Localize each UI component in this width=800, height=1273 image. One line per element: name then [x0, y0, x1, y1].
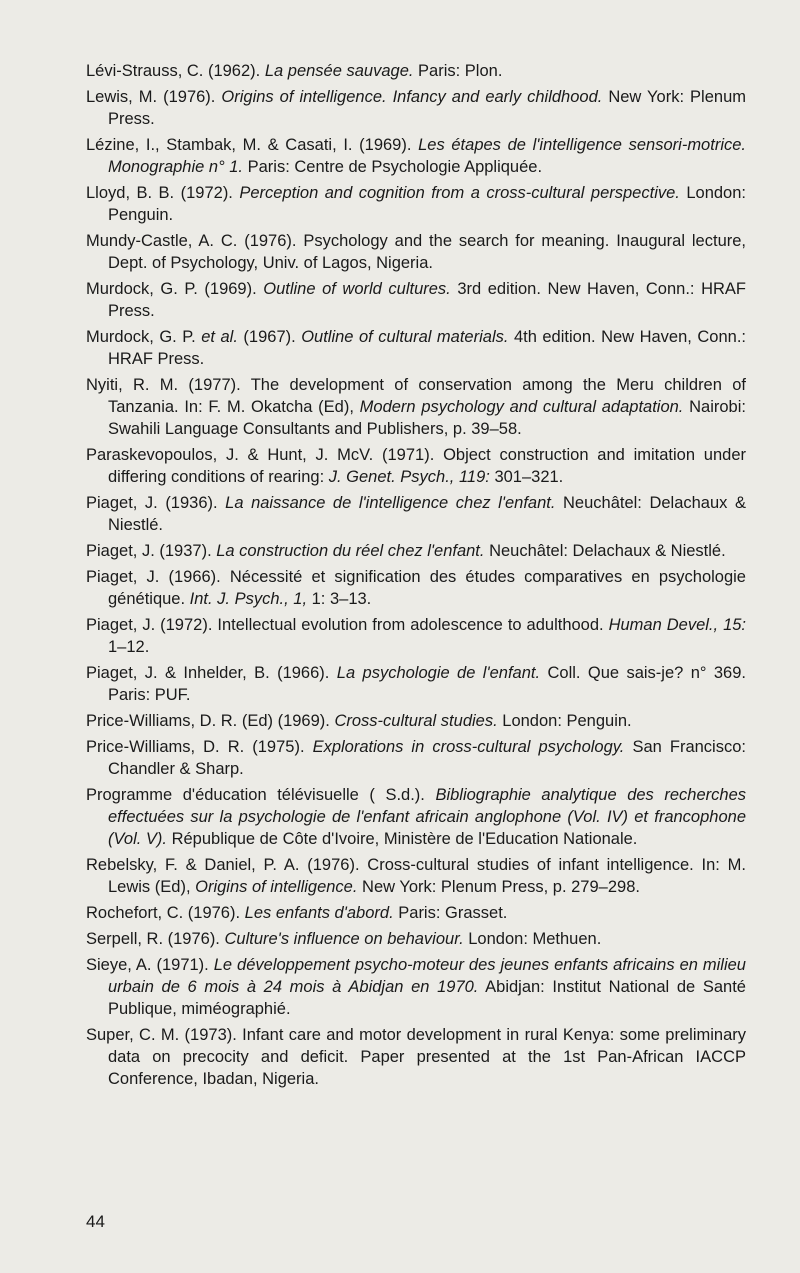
- reference-entry: Piaget, J. (1937). La construction du réel chez l'enfant. Neuchâtel: Delachaux & Niestlé.: [86, 542, 726, 560]
- reference-entry: Lewis, M. (1976). Origins of intelligence. Infancy and early childhood. New York: Plenum Press.: [86, 88, 746, 128]
- reference-entry: Lloyd, B. B. (1972). Perception and cognition from a cross-cultural perspective. London: Penguin.: [86, 184, 746, 224]
- reference-entry: Nyiti, R. M. (1977). The development of conservation among the Meru children of Tanzania. In: F. M. Okatcha (Ed), Modern psychology and cultural adaptation. Nairobi: Swahili Language Consultants and Publishers, p. 39–58.: [86, 376, 746, 438]
- reference-entry: Piaget, J. (1972). Intellectual evolution from adolescence to adulthood. Human Devel., 15: 1–12.: [86, 616, 747, 656]
- reference-entry: Piaget, J. & Inhelder, B. (1966). La psychologie de l'enfant. Coll. Que sais-je? n° 369. Paris: PUF.: [86, 664, 746, 704]
- reference-entry: Programme d'éducation télévisuelle ( S.d.). Bibliographie analytique des recherches effectuées sur la psychologie de l'enfant africain anglophone (Vol. IV) et francophone (Vol. V). République de Côte d'Ivoire, Ministère de l'Education Nationale.: [86, 786, 746, 848]
- reference-entry: Price-Williams, D. R. (1975). Explorations in cross-cultural psychology. San Francisco: Chandler & Sharp.: [86, 738, 746, 778]
- reference-entry: Murdock, G. P. et al. (1967). Outline of cultural materials. 4th edition. New Haven, Conn.: HRAF Press.: [86, 328, 746, 368]
- reference-entry: Sieye, A. (1971). Le développement psycho-moteur des jeunes enfants africains en milieu urbain de 6 mois à 24 mois à Abidjan en 1970. Abidjan: Institut National de Santé Publique, miméographié.: [86, 956, 746, 1018]
- reference-entry: Piaget, J. (1936). La naissance de l'intelligence chez l'enfant. Neuchâtel: Delachaux & Niestlé.: [86, 494, 746, 534]
- reference-entry: Murdock, G. P. (1969). Outline of world cultures. 3rd edition. New Haven, Conn.: HRAF Press.: [86, 280, 746, 320]
- reference-entry: Super, C. M. (1973). Infant care and motor development in rural Kenya: some preliminary data on precocity and deficit. Paper presented at the 1st Pan-African IACCP Conference, Ibadan, Nigeria.: [86, 1026, 746, 1088]
- reference-entry: Mundy-Castle, A. C. (1976). Psychology and the search for meaning. Inaugural lecture, Dept. of Psychology, Univ. of Lagos, Nigeria.: [86, 232, 746, 272]
- reference-entry: Lézine, I., Stambak, M. & Casati, I. (1969). Les étapes de l'intelligence sensori-motrice. Monographie n° 1. Paris: Centre de Psychologie Appliquée.: [86, 136, 746, 176]
- reference-entry: Rebelsky, F. & Daniel, P. A. (1976). Cross-cultural studies of infant intelligence. In: M. Lewis (Ed), Origins of intelligence. New York: Plenum Press, p. 279–298.: [86, 856, 746, 896]
- reference-entry: Piaget, J. (1966). Nécessité et signification des études comparatives en psychologie génétique. Int. J. Psych., 1, 1: 3–13.: [86, 568, 746, 608]
- reference-list: [86, 60, 746, 1094]
- reference-entry: Lévi-Strauss, C. (1962). La pensée sauvage. Paris: Plon.: [86, 62, 503, 80]
- page-number: 44: [86, 1212, 105, 1231]
- reference-entry: Serpell, R. (1976). Culture's influence on behaviour. London: Methuen.: [86, 930, 602, 948]
- reference-entry: Paraskevopoulos, J. & Hunt, J. McV. (1971). Object construction and imitation under differing conditions of rearing: J. Genet. Psych., 119: 301–321.: [86, 446, 746, 486]
- reference-entry: Rochefort, C. (1976). Les enfants d'abord. Paris: Grasset.: [86, 904, 508, 922]
- reference-entry: Price-Williams, D. R. (Ed) (1969). Cross-cultural studies. London: Penguin.: [86, 712, 632, 730]
